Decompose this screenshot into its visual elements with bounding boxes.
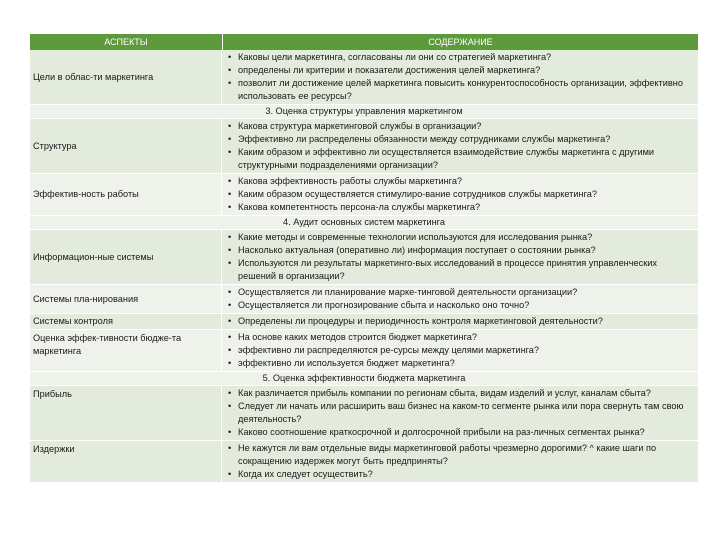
table-row [30,230,698,285]
header-aspects: АСПЕКТЫ [30,34,223,50]
aspect-cell: Системы контроля [30,314,222,329]
list-item: • эффективно ли используется бюджет маркетинга? [226,357,696,370]
table-row [30,330,698,372]
list-item: • определены ли критерии и показатели достижения целей маркетинга? [226,64,696,77]
list-item: • Осуществляется ли планирование марке-тинговой деятельности организации? [226,286,696,299]
table-row [30,50,698,105]
list-item: • Какие методы и современные технологии используются для исследования рынка? [226,231,696,244]
table-row [30,285,698,314]
section-heading: 4. Аудит основных систем маркетинга [30,216,698,230]
list-item: • Каким образом осуществляется стимулиро-вание сотрудников службы маркетинга? [226,188,696,201]
aspect-cell: Оценка эффек-тивности бюдже-та маркетинга [30,330,222,371]
table-row [30,174,698,216]
aspect-cell: Эффектив-ность работы [30,174,222,215]
section-heading: 3. Оценка структуры управления маркетингом [30,105,698,119]
content-cell [222,230,698,284]
list-item: • Какова компетентность персона-ла службы маркетинга? [226,201,696,214]
list-item: • На основе каких методов строится бюджет маркетинга? [226,331,696,344]
list-item: • Каково соотношение краткосрочной и долгосрочной прибыли на раз-личных сегментах рынка? [226,426,696,439]
list-item: • Какова структура маркетинговой службы в организации? [226,120,696,133]
list-item: • Как различается прибыль компании по регионам сбыта, видам изделий и услуг, каналам сбыта? [226,387,696,400]
list-item: • Какова эффективность работы службы маркетинга? [226,175,696,188]
list-item: • Когда их следует осуществить? [226,468,696,481]
aspect-cell: Цели в облас-ти маркетинга [30,50,222,104]
aspect-cell: Издержки [30,441,222,482]
content-cell [222,119,698,173]
table-row [30,314,698,330]
table-row [30,119,698,174]
content-cell [222,330,698,371]
section-heading: 5. Оценка эффективности бюджета маркетинга [30,372,698,386]
aspect-cell: Системы пла-нирования [30,285,222,313]
aspect-cell: Прибыль [30,386,222,440]
content-cell [222,50,698,104]
list-item: • Определены ли процедуры и периодичность контроля маркетинговой деятельности? [226,315,696,328]
content-cell [222,285,698,313]
content-cell [222,386,698,440]
list-item: • Осуществляется ли прогнозирование сбыта и насколько оно точно? [226,299,696,312]
list-item: • Каковы цели маркетинга, согласованы ли они со стратегией маркетинга? [226,51,696,64]
content-cell [222,314,698,329]
table-row [30,386,698,441]
aspect-cell: Структура [30,119,222,173]
list-item: • позволит ли достижение целей маркетинга повысить конкурентоспособность организации, эффективно использовать ее ресурсы? [226,77,696,103]
table-header [30,34,698,50]
list-item: • Используются ли результаты маркетинго-вых исследований в процессе принятия управленческих решений в организации? [226,257,696,283]
list-item: • Не кажутся ли вам отдельные виды маркетинговой работы чрезмерно дорогими? ^ какие шаги по сокращению издержек могут быть предприняты? [226,442,696,468]
audit-table [30,34,698,483]
table-row [30,441,698,483]
list-item: • Эффективно ли распределены обязанности между сотрудниками службы маркетинга? [226,133,696,146]
list-item: • Следует ли начать или расширить ваш бизнес на каком-то сегменте рынка или пора свернуть там свою деятельность? [226,400,696,426]
list-item: • эффективно ли распределяются ре-сурсы между целями маркетинга? [226,344,696,357]
list-item: • Насколько актуальная (оперативно ли) информация поступает о состоянии рынка? [226,244,696,257]
aspect-cell: Информацион-ные системы [30,230,222,284]
content-cell [222,174,698,215]
header-content: СОДЕРЖАНИЕ [428,37,493,47]
content-cell [222,441,698,482]
list-item: • Каким образом и эффективно ли осуществляется взаимодействие службы маркетинга с другими структурными подразделениями организации? [226,146,696,172]
